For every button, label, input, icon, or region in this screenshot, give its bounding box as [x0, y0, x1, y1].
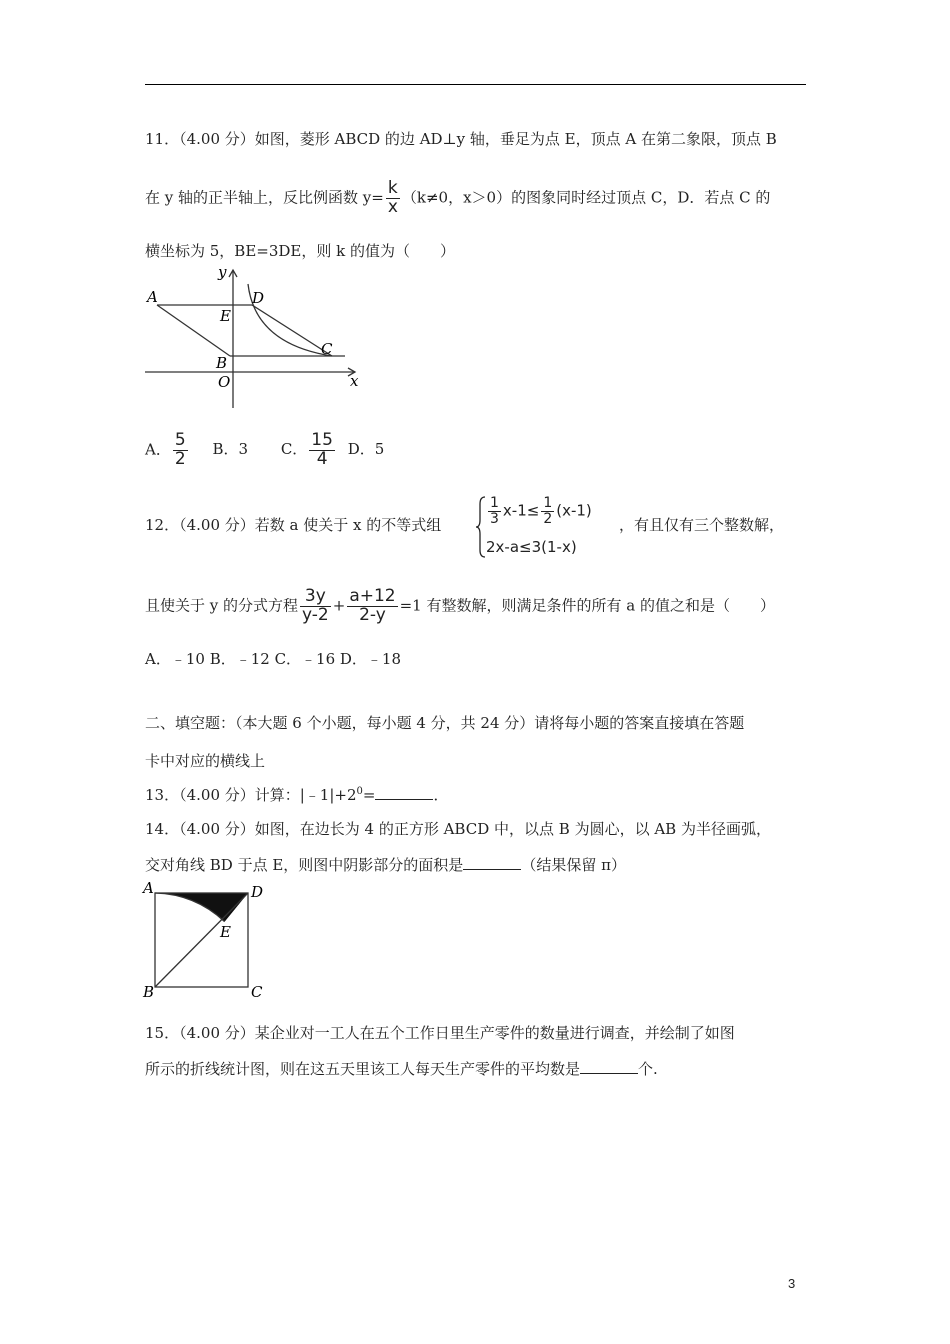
section2-line1: 二、填空题：（本大题 6 个小题，每小题 4 分，共 24 分）请将每小题的答案直接填在答题	[145, 714, 745, 732]
q11-line2-pre: 在 y 轴的正半轴上，反比例函数 y=	[145, 188, 384, 207]
q12-ineq1-post: (x-1)	[556, 501, 592, 520]
point-a-label: A	[147, 288, 158, 306]
q11-opt-a-label: A．	[145, 440, 171, 459]
q12-eq-num2: a+12	[349, 586, 396, 606]
sq-point-e-label: E	[220, 923, 231, 941]
q13-line	[145, 784, 449, 805]
q12-line2-post: =1 有整数解，则满足条件的所有 a 的值之和是（ ）	[399, 596, 775, 615]
q15-answer-blank	[580, 1059, 638, 1074]
sq-point-d-label: D	[251, 883, 264, 901]
q14-answer-blank	[463, 855, 521, 870]
q12-line2-pre: 且使关于 y 的分式方程	[145, 596, 299, 615]
q11-figure	[140, 262, 370, 412]
sq-point-a-label: A	[143, 880, 154, 897]
q11-frac-num: k	[386, 180, 400, 199]
q11-opt-a-fraction	[173, 432, 188, 469]
q11-opt-d: D．5	[347, 440, 385, 459]
origin-label: O	[218, 373, 231, 391]
q13-answer-blank	[375, 785, 433, 800]
left-brace-icon	[476, 496, 486, 558]
point-c-label: C	[321, 340, 333, 358]
q11-opt-c-den: 4	[316, 448, 328, 469]
x-axis-label: x	[350, 372, 359, 390]
q12-ineq1-den1: 3	[490, 510, 499, 527]
q13-end: ．	[433, 786, 449, 804]
q15-line2-pre: 所示的折线统计图，则在这五天里该工人每天生产零件的平均数是	[145, 1060, 581, 1078]
q15-line1: 15．（4.00 分）某企业对一工人在五个工作日里生产零件的数量进行调查，并绘制了如图	[145, 1024, 735, 1042]
q12-ineq1-den2: 2	[543, 510, 553, 527]
q12-options: A．﹣10 B．﹣12 C．﹣16 D．﹣18	[145, 650, 402, 668]
sq-point-c-label: C	[251, 983, 263, 1001]
q11-opt-c-label: C．	[280, 440, 308, 459]
section2-line2: 卡中对应的横线上	[145, 752, 266, 770]
q12-line1-post: ，有且仅有三个整数解，	[619, 516, 785, 534]
q11-frac-den: x	[387, 196, 398, 217]
q11-opt-a-num: 5	[174, 430, 186, 450]
q12-eq-frac1	[300, 588, 331, 625]
q11-options	[145, 432, 384, 469]
q11-line1: 11．（4.00 分）如图，菱形 ABCD 的边 AD⊥y 轴，垂足为点 E，顶点 A 在第二象限，顶点 B	[145, 130, 777, 148]
side-dc	[252, 305, 332, 356]
q13-text-post: =	[362, 786, 376, 804]
q14-line2-post: （结果保留 π）	[521, 856, 626, 874]
sq-point-b-label: B	[143, 983, 155, 1001]
q12-line1-pre: 12．（4.00 分）若数 a 使关于 x 的不等式组	[145, 516, 442, 534]
q14-figure	[140, 880, 270, 1005]
q13-text-pre: 13．（4.00 分）计算：|﹣1|+2	[145, 786, 357, 804]
q12-ineq1-mid: x-1≤	[502, 501, 540, 520]
header-rule	[145, 84, 806, 85]
q12-line2	[145, 588, 775, 625]
y-axis-label: y	[218, 263, 227, 281]
q11-line2	[145, 180, 770, 217]
q12-eq-den1: y-2	[302, 604, 329, 625]
q14-line2-pre: 交对角线 BD 于点 E，则图中阴影部分的面积是	[145, 856, 464, 874]
q12-ineq1-frac2	[541, 496, 554, 526]
page-number: 3	[788, 1276, 796, 1291]
q13-sup: 0	[356, 786, 363, 797]
q11-opt-c-fraction	[309, 432, 335, 469]
q12-eq-num1: 3y	[300, 588, 331, 607]
q14-line1: 14．（4.00 分）如图，在边长为 4 的正方形 ABCD 中，以点 B 为圆心，以 AB 为半径画弧，	[145, 820, 771, 838]
q11-opt-c-num: 15	[311, 430, 333, 450]
q12-ineq1	[486, 496, 592, 526]
q12-ineq1-num1: 1	[490, 495, 499, 511]
q12-eq-den2: 2-y	[359, 604, 386, 625]
q14-line2	[145, 854, 626, 875]
q11-opt-a-den: 2	[174, 448, 186, 469]
q11-line3: 横坐标为 5，BE=3DE，则 k 的值为（ ）	[145, 242, 455, 260]
point-e-label: E	[220, 307, 231, 325]
q11-line2-post: （k≠0，x＞0）的图象同时经过顶点 C，D．若点 C 的	[401, 188, 771, 207]
q15-line2	[145, 1058, 658, 1079]
q12-ineq1-num2: 1	[543, 495, 553, 511]
q12-ineq2: 2x-a≤3(1-x)	[486, 538, 577, 556]
point-b-label: B	[216, 354, 228, 372]
q12-eq-frac2	[347, 588, 397, 625]
q12-inequality-system	[476, 496, 626, 558]
q11-fraction	[386, 180, 400, 217]
point-d-label: D	[252, 289, 265, 307]
q15-line2-post: 个.	[638, 1060, 658, 1078]
q12-ineq1-frac1	[488, 496, 501, 526]
q11-opt-b: B．3	[212, 440, 249, 459]
q12-eq-plus: +	[332, 596, 346, 615]
